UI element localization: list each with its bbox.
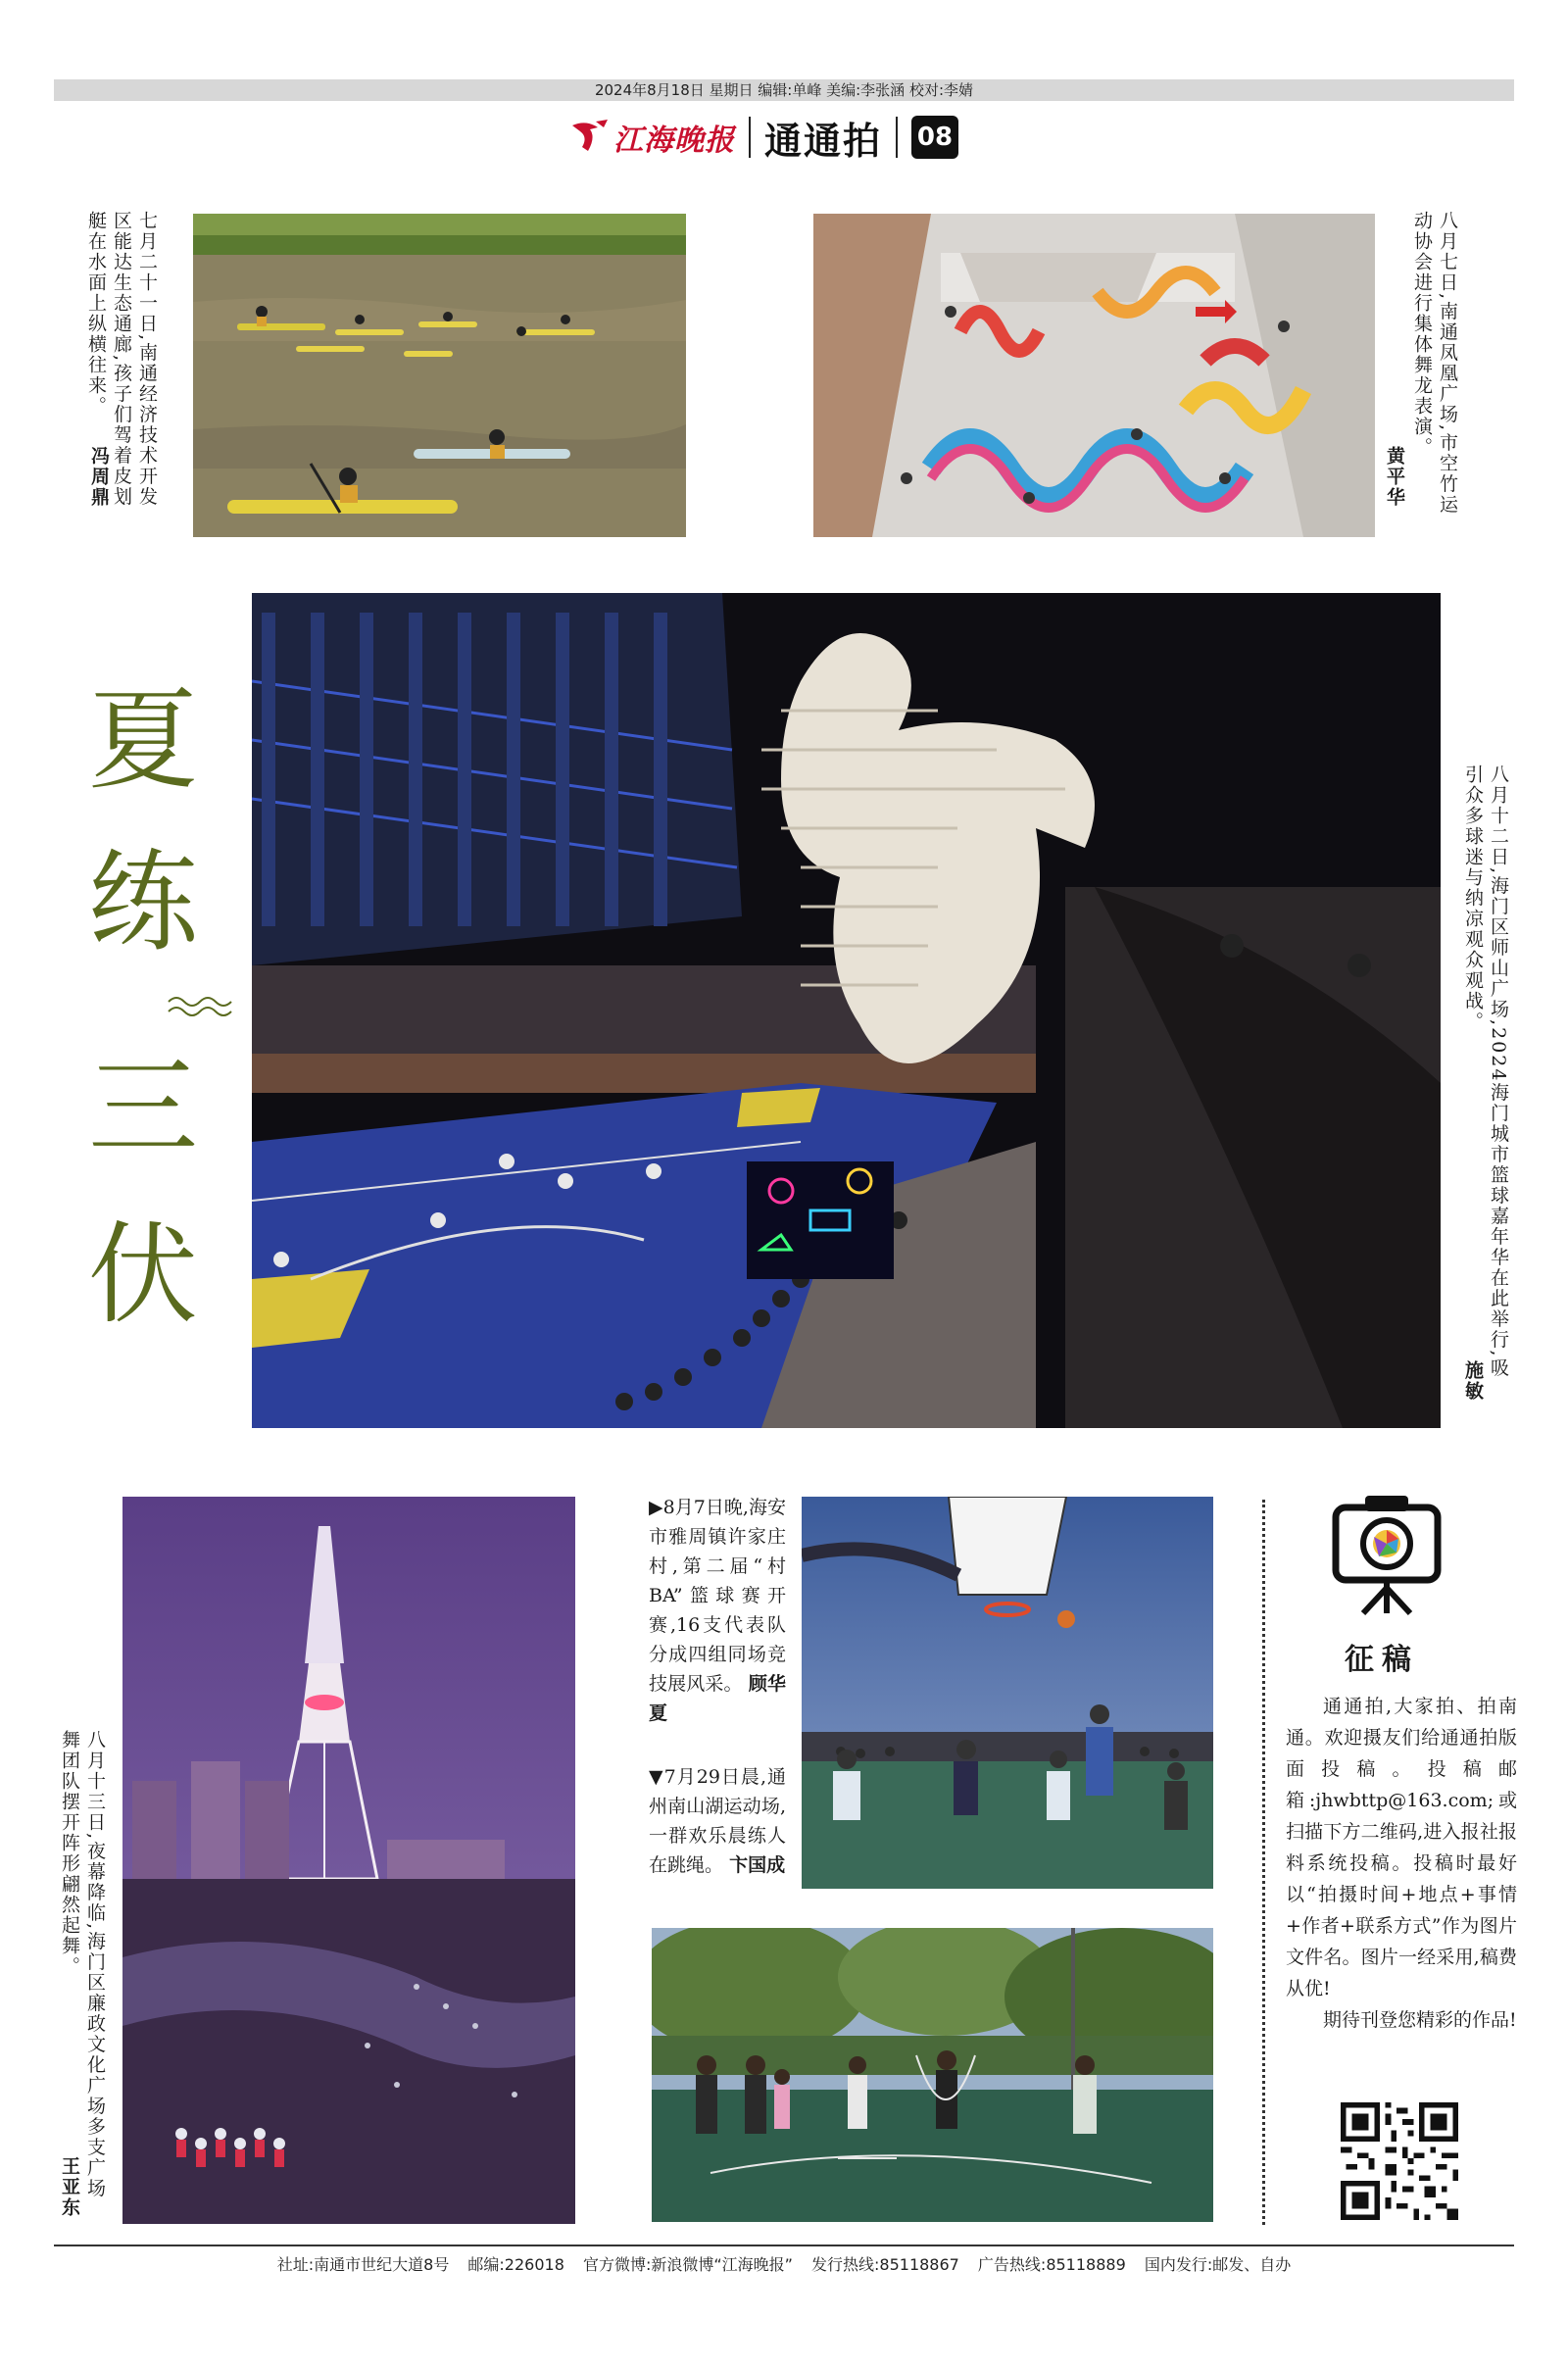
qr-code-icon[interactable] <box>1341 2102 1458 2220</box>
caption-rope-skipping: ▼7月29日晨,通州南山湖运动场,一群欢乐晨练人在跳绳。 卞国成 <box>649 1766 786 1876</box>
submission-text: 通通拍,大家拍、拍南通。欢迎摄友们给通通拍版面投稿。投稿邮箱:jhwbttp@163.com;或扫描下方二维码,进入报社报料系统投稿。投稿时最好以“拍摄时间+地点+事情+作者+联系方式”作为图片文件名。图片一经采用,稿费从优! 期待刊登您精彩的作品! <box>1286 1696 1517 2031</box>
credit-rope-skipping: 卞国成 <box>729 1854 786 1876</box>
photo-village-ba <box>802 1497 1213 1889</box>
credit-basketball-carnival: 施敏 <box>1462 1360 1484 1402</box>
caption-square-dance: 八月十三日,夜幕降临,海门区廉政文化广场多支广场舞团队摆开阵形翩然起舞。 <box>59 1730 106 2199</box>
column-divider <box>1262 1500 1265 2225</box>
newspaper-name: 江海晚报 <box>613 123 735 158</box>
headline-char: 伏 <box>88 1211 198 1339</box>
photo-basketball-carnival <box>252 593 1441 1428</box>
credit-village-ba: 顾华夏 <box>649 1673 786 1724</box>
photo-kayak <box>193 214 686 537</box>
camera-icon <box>1328 1490 1446 1617</box>
headline-char: 三 <box>88 1045 198 1172</box>
footer-info: 社址:南通市世纪大道8号 邮编:226018 官方微博:新浪微博“江海晚报” 发行热线:85118867 广告热线:85118889 国内发行:邮发、自办 <box>276 2255 1292 2274</box>
masthead-divider <box>896 117 898 158</box>
masthead <box>568 113 958 162</box>
headline-char: 夏 <box>88 677 198 805</box>
submission-title: 征稿 <box>1345 1643 1419 1677</box>
caption-basketball-carnival: 八月十二日,海门区师山广场,2024海门城市篮球嘉年华在此举行,吸引众多球迷与纳凉观众观战。 <box>1462 765 1509 1379</box>
credit-square-dance: 王亚东 <box>59 2156 80 2218</box>
credit-kayak: 冯周鼎 <box>88 446 110 508</box>
photo-dragon-dance <box>813 214 1375 537</box>
newspaper-logo-icon <box>568 118 612 157</box>
date-editor-bar: 2024年8月18日 星期日 编辑:单峰 美编:李张涵 校对:李婧 <box>54 79 1514 101</box>
wave-ornament-icon <box>167 992 235 1021</box>
photo-square-dance <box>122 1497 575 2224</box>
caption-village-ba: ▶8月7日晚,海安市雅周镇许家庄村,第二届“村BA”篮球赛开赛,16支代表队分成四组同场竞技展风采。 顾华夏 <box>649 1497 786 1724</box>
call-for-submissions <box>1274 1490 1519 2225</box>
page-number: 08 <box>911 116 958 159</box>
caption-kayak: 七月二十一日,南通经济技术开发区能达生态通廊,孩子们驾着皮划艇在水面上纵横往来。 <box>85 211 158 508</box>
headline-char: 练 <box>88 839 198 966</box>
caption-dragon-dance: 八月七日,南通凤凰广场,市空竹运动协会进行集体舞龙表演。 <box>1411 211 1458 516</box>
footer-rule <box>54 2245 1514 2246</box>
page-headline <box>69 677 245 1353</box>
credit-dragon-dance: 黄平华 <box>1384 446 1405 508</box>
photo-rope-skipping <box>652 1928 1213 2222</box>
section-name: 通通拍 <box>764 118 883 163</box>
masthead-divider <box>749 117 751 158</box>
